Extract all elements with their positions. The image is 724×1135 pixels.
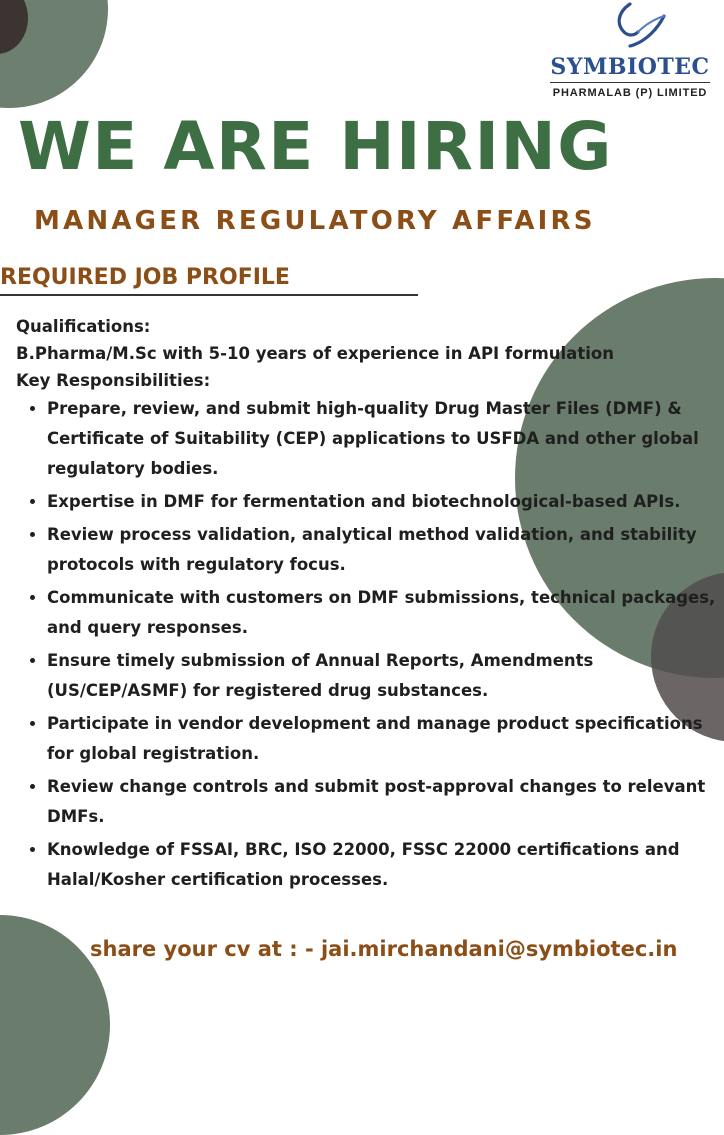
- company-subtitle: PHARMALAB (P) LIMITED: [552, 87, 708, 99]
- qualifications-text: B.Pharma/M.Sc with 5-10 years of experience in API formulation: [16, 344, 614, 363]
- company-logo: [548, 0, 714, 104]
- responsibility-item: • Review process validation, analytical method validation, and stability protocols with regulatory focus.: [47, 520, 716, 580]
- hiring-headline: WE ARE HIRING: [18, 108, 613, 185]
- job-profile: [16, 313, 716, 898]
- position-title: MANAGER REGULATORY AFFAIRS: [34, 206, 596, 236]
- responsibility-item: • Ensure timely submission of Annual Reports, Amendments (US/CEP/ASMF) for registered drug substances.: [47, 646, 716, 706]
- section-title: REQUIRED JOB PROFILE: [0, 265, 290, 290]
- qualifications-label: Qualifications:: [16, 317, 151, 336]
- logo-divider: [550, 82, 710, 83]
- logo-swoosh-icon: [608, 2, 666, 48]
- responsibilities-list: [16, 394, 716, 895]
- responsibility-item: • Review change controls and submit post-approval changes to relevant DMFs.: [47, 772, 716, 832]
- responsibility-item: • Expertise in DMF for fermentation and biotechnological-based APIs.: [47, 487, 716, 517]
- responsibility-item: • Participate in vendor development and manage product specifications for global registration.: [47, 709, 716, 769]
- responsibility-item: • Communicate with customers on DMF submissions, technical packages, and query responses.: [47, 583, 716, 643]
- responsibilities-label: Key Responsibilities:: [16, 371, 211, 390]
- section-divider: [0, 294, 418, 296]
- company-name: SYMBIOTEC: [550, 54, 710, 80]
- responsibility-item: • Knowledge of FSSAI, BRC, ISO 22000, FSSC 22000 certifications and Halal/Kosher certification processes.: [47, 835, 716, 895]
- cv-email-cta: share your cv at : - jai.mirchandani@symbiotec.in: [90, 937, 678, 961]
- responsibility-item: • Prepare, review, and submit high-quality Drug Master Files (DMF) & Certificate of Suitability (CEP) applications to USFDA and other global regulatory bodies.: [47, 394, 716, 484]
